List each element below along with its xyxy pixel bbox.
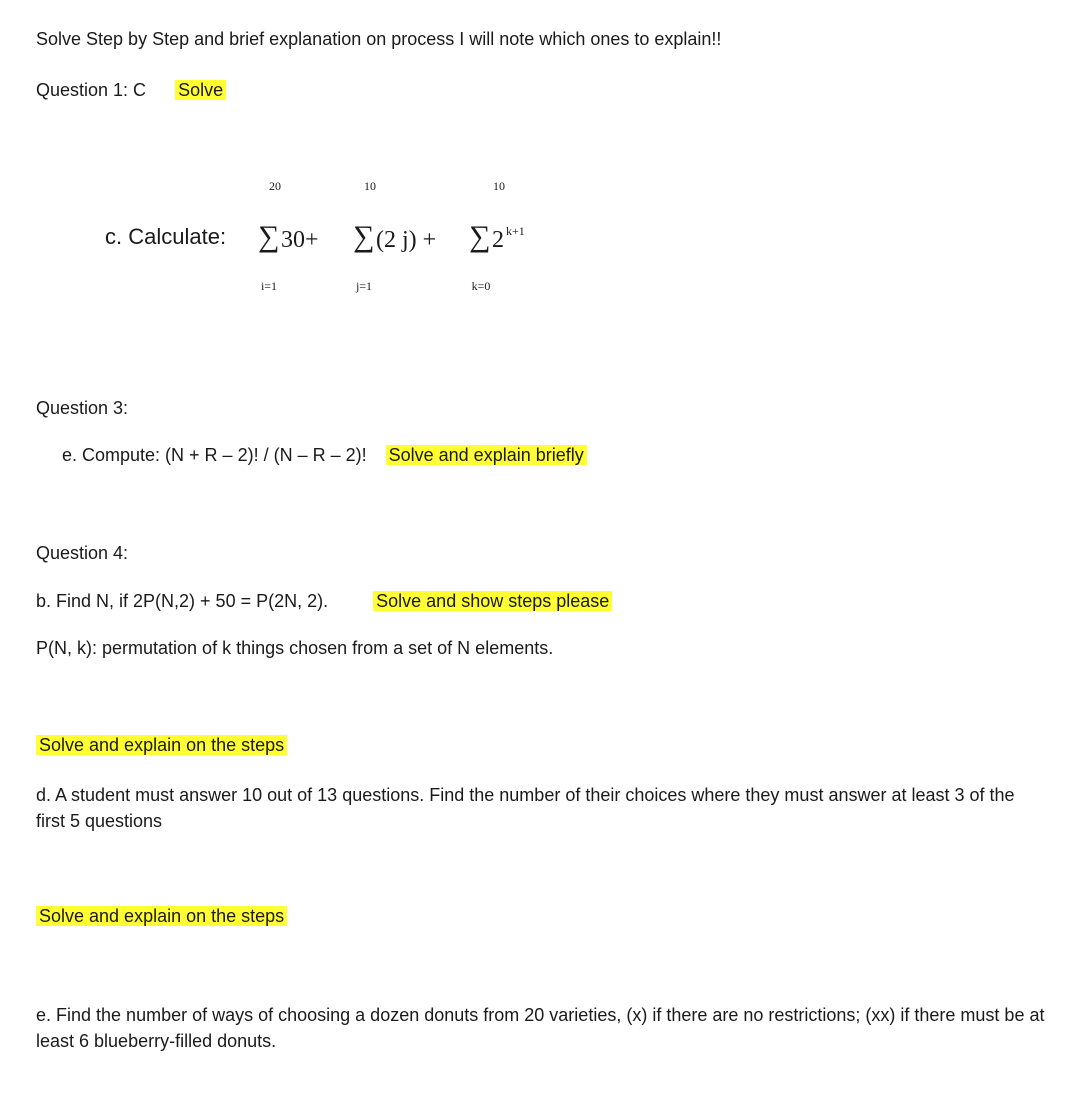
sum3-base: 2 [492,227,504,253]
question-4-label: Question 4: [36,543,129,563]
question-1-note: Solve [175,80,226,100]
permutation-definition: P(N, k): permutation of k things chosen from a set of N elements. [36,638,554,658]
sum2-upper-limit: 10 [364,179,376,193]
question-4-part-e: e. Find the number of ways of choosing a dozen donuts from 20 varieties, (x) if there are no restrictions; (xx) if there must be at least 6 blueberry-filled donuts. [36,1005,1045,1051]
sigma-icon: ∑ [258,220,280,253]
instruction-text: Solve Step by Step and brief explanation on process I will note which ones to explain!! [36,29,722,49]
sum1-lower-limit: i=1 [260,279,278,293]
question-4-note-b: Solve and show steps please [373,591,612,611]
question-4-part-b: b. Find N, if 2P(N,2) + 50 = P(2N, 2). [36,591,329,611]
sum3-exponent: k+1 [506,224,525,238]
sum3-lower-limit: k=0 [471,279,491,293]
question-1-row [36,78,226,102]
question-4-note-e: Solve and explain on the steps [36,906,287,926]
question-3-part-e: e. Compute: (N + R – 2)! / (N – R – 2)! [62,445,367,465]
sum3-upper-limit: 10 [493,179,505,193]
sum1-upper-limit: 20 [269,179,281,193]
question-1-label: Question 1: C [36,80,147,100]
question-3-row [62,443,587,467]
question-4-part-b-row [36,589,612,613]
question-4-note-d: Solve and explain on the steps [36,735,287,755]
question-3-note: Solve and explain briefly [386,445,587,465]
summation-formula [105,170,705,300]
question-4-part-d: d. A student must answer 10 out of 13 questions. Find the number of their choices where they must answer at least 3 of the first 5 questions [36,785,1015,831]
formula-label: c. Calculate: [105,224,227,249]
sigma-icon: ∑ [353,220,375,253]
question-3-label: Question 3: [36,398,129,418]
sum2-lower-limit: j=1 [355,279,373,293]
sum1-term: 30+ [281,227,319,253]
sum2-term: (2 j) + [376,227,437,253]
sigma-icon: ∑ [469,220,491,253]
